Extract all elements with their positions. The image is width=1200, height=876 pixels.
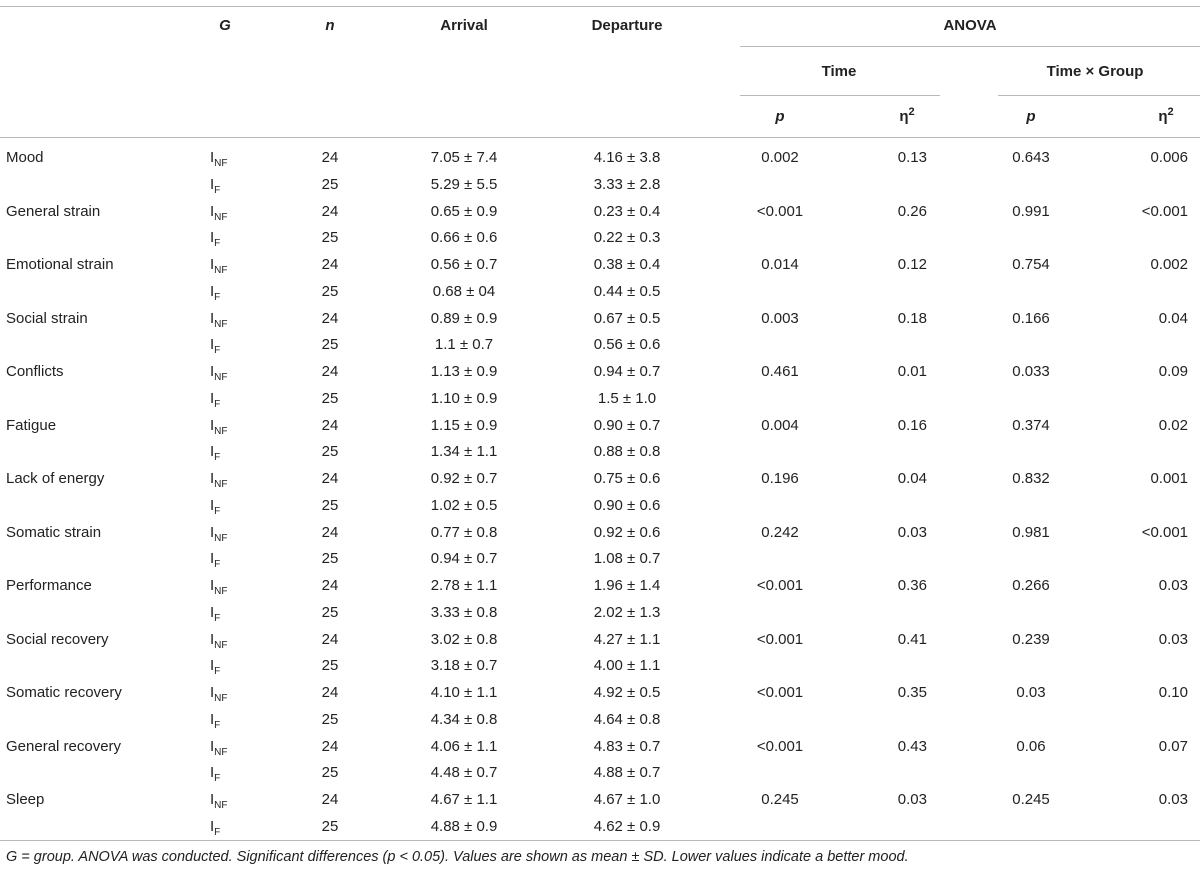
n-cell: 25 xyxy=(321,497,339,514)
time-eta-cell: 0.12 xyxy=(897,256,927,273)
group-subscript: F xyxy=(214,720,221,731)
group-nf-cell xyxy=(210,523,228,543)
group-subscript: NF xyxy=(214,426,228,437)
departure-cell: 0.56 ± 0.6 xyxy=(593,336,661,353)
arrival-cell: 1.10 ± 0.9 xyxy=(430,390,498,407)
group-letter: I xyxy=(210,176,215,193)
departure-cell: 4.27 ± 1.1 xyxy=(593,631,661,648)
group-f-cell xyxy=(210,282,220,302)
group-subscript: F xyxy=(214,559,221,570)
time-p-cell: 0.003 xyxy=(761,310,799,327)
group-subscript: NF xyxy=(214,158,228,169)
tg-eta-cell: 0.03 xyxy=(1158,791,1188,808)
group-letter: I xyxy=(210,336,215,353)
time-p-cell: 0.242 xyxy=(761,524,799,541)
tg-eta-cell: 0.006 xyxy=(1150,149,1188,166)
departure-cell: 4.67 ± 1.0 xyxy=(593,791,661,808)
group-subscript: F xyxy=(214,399,221,410)
group-subscript: F xyxy=(214,452,221,463)
group-letter: I xyxy=(210,657,215,674)
n-cell: 25 xyxy=(321,818,339,835)
tg-eta-cell: 0.07 xyxy=(1158,738,1188,755)
departure-cell: 0.90 ± 0.7 xyxy=(593,417,661,434)
group-f-cell xyxy=(210,763,220,783)
row-label: Lack of energy xyxy=(6,470,105,487)
time-p-cell: <0.001 xyxy=(756,631,804,648)
tg-p-cell: 0.832 xyxy=(1012,470,1050,487)
header-n: n xyxy=(325,17,335,34)
group-letter: I xyxy=(210,577,215,594)
group-letter: I xyxy=(210,310,215,327)
group-f-cell xyxy=(210,228,220,248)
group-letter: I xyxy=(210,390,215,407)
group-letter: I xyxy=(210,764,215,781)
arrival-cell: 0.89 ± 0.9 xyxy=(430,310,498,327)
time-eta-cell: 0.01 xyxy=(897,363,927,380)
departure-cell: 1.5 ± 1.0 xyxy=(597,390,657,407)
arrival-cell: 4.06 ± 1.1 xyxy=(430,738,498,755)
group-f-cell xyxy=(210,389,220,409)
group-letter: I xyxy=(210,631,215,648)
departure-cell: 0.90 ± 0.6 xyxy=(593,497,661,514)
group-subscript: F xyxy=(214,506,221,517)
n-cell: 24 xyxy=(321,149,339,166)
group-letter: I xyxy=(210,684,215,701)
row-label: Emotional strain xyxy=(6,256,114,273)
n-cell: 24 xyxy=(321,524,339,541)
arrival-cell: 4.10 ± 1.1 xyxy=(430,684,498,701)
row-label: Social strain xyxy=(6,310,88,327)
arrival-cell: 4.48 ± 0.7 xyxy=(430,764,498,781)
header-time: Time xyxy=(821,63,857,80)
arrival-cell: 2.78 ± 1.1 xyxy=(430,577,498,594)
n-cell: 25 xyxy=(321,711,339,728)
arrival-cell: 0.94 ± 0.7 xyxy=(430,550,498,567)
time-p-cell: 0.196 xyxy=(761,470,799,487)
time-p-cell: 0.245 xyxy=(761,791,799,808)
time-eta-cell: 0.43 xyxy=(897,738,927,755)
row-label: Fatigue xyxy=(6,417,57,434)
arrival-cell: 7.05 ± 7.4 xyxy=(430,149,498,166)
group-nf-cell xyxy=(210,148,228,168)
group-letter: I xyxy=(210,203,215,220)
group-letter: I xyxy=(210,443,215,460)
header-arrival: Arrival xyxy=(440,17,488,34)
time-eta-cell: 0.16 xyxy=(897,417,927,434)
departure-cell: 0.23 ± 0.4 xyxy=(593,203,661,220)
group-subscript: F xyxy=(214,666,221,677)
n-cell: 25 xyxy=(321,336,339,353)
n-cell: 25 xyxy=(321,390,339,407)
group-f-cell xyxy=(210,335,220,355)
anova-rule xyxy=(740,46,1200,47)
header-group: G xyxy=(219,17,231,34)
row-label: General strain xyxy=(6,203,101,220)
tg-p-cell: 0.991 xyxy=(1012,203,1050,220)
tg-p-cell: 0.166 xyxy=(1012,310,1050,327)
time-eta-cell: 0.26 xyxy=(897,203,927,220)
tg-p-cell: 0.245 xyxy=(1012,791,1050,808)
time-group-rule xyxy=(998,95,1200,96)
arrival-cell: 4.34 ± 0.8 xyxy=(430,711,498,728)
departure-cell: 0.88 ± 0.8 xyxy=(593,443,661,460)
arrival-cell: 0.66 ± 0.6 xyxy=(430,229,498,246)
departure-cell: 0.38 ± 0.4 xyxy=(593,256,661,273)
n-cell: 25 xyxy=(321,443,339,460)
time-eta-cell: 0.13 xyxy=(897,149,927,166)
group-subscript: NF xyxy=(214,640,228,651)
time-eta-cell: 0.41 xyxy=(897,631,927,648)
group-nf-cell xyxy=(210,362,228,382)
n-cell: 25 xyxy=(321,604,339,621)
group-subscript: F xyxy=(214,238,221,249)
time-rule xyxy=(740,95,940,96)
time-p-cell: <0.001 xyxy=(756,577,804,594)
tg-eta-cell: <0.001 xyxy=(1141,203,1188,220)
tg-p-cell: 0.239 xyxy=(1012,631,1050,648)
arrival-cell: 1.34 ± 1.1 xyxy=(430,443,498,460)
arrival-cell: 4.88 ± 0.9 xyxy=(430,818,498,835)
header-time-p: p xyxy=(775,108,785,125)
time-eta-cell: 0.35 xyxy=(897,684,927,701)
group-letter: I xyxy=(210,229,215,246)
group-subscript: NF xyxy=(214,372,228,383)
tg-p-cell: 0.981 xyxy=(1012,524,1050,541)
group-subscript: F xyxy=(214,345,221,356)
row-label: Social recovery xyxy=(6,631,109,648)
time-eta-cell: 0.18 xyxy=(897,310,927,327)
group-nf-cell xyxy=(210,683,228,703)
row-label: Somatic recovery xyxy=(6,684,122,701)
departure-cell: 4.83 ± 0.7 xyxy=(593,738,661,755)
table-bottom-rule xyxy=(0,840,1200,841)
group-letter: I xyxy=(210,256,215,273)
header-time-group: Time × Group xyxy=(1046,63,1144,80)
n-cell: 25 xyxy=(321,550,339,567)
group-letter: I xyxy=(210,363,215,380)
row-label: Conflicts xyxy=(6,363,64,380)
n-cell: 25 xyxy=(321,283,339,300)
departure-cell: 4.88 ± 0.7 xyxy=(593,764,661,781)
n-cell: 24 xyxy=(321,363,339,380)
group-subscript: NF xyxy=(214,212,228,223)
group-letter: I xyxy=(210,470,215,487)
group-letter: I xyxy=(210,417,215,434)
group-f-cell xyxy=(210,603,220,623)
row-label: Performance xyxy=(6,577,92,594)
group-subscript: NF xyxy=(214,479,228,490)
group-nf-cell xyxy=(210,416,228,436)
n-cell: 25 xyxy=(321,657,339,674)
group-f-cell xyxy=(210,175,220,195)
departure-cell: 4.16 ± 3.8 xyxy=(593,149,661,166)
tg-p-cell: 0.033 xyxy=(1012,363,1050,380)
group-f-cell xyxy=(210,817,220,837)
departure-cell: 0.67 ± 0.5 xyxy=(593,310,661,327)
arrival-cell: 3.18 ± 0.7 xyxy=(430,657,498,674)
group-letter: I xyxy=(210,149,215,166)
arrival-cell: 3.33 ± 0.8 xyxy=(430,604,498,621)
departure-cell: 0.75 ± 0.6 xyxy=(593,470,661,487)
header-time-eta: $\eta^2$ xyxy=(899,106,915,125)
group-letter: I xyxy=(210,524,215,541)
tg-p-cell: 0.03 xyxy=(1016,684,1046,701)
departure-cell: 0.22 ± 0.3 xyxy=(593,229,661,246)
arrival-cell: 1.02 ± 0.5 xyxy=(430,497,498,514)
arrival-cell: 5.29 ± 5.5 xyxy=(430,176,498,193)
arrival-cell: 0.77 ± 0.8 xyxy=(430,524,498,541)
group-f-cell xyxy=(210,496,220,516)
top-rule xyxy=(0,6,1200,7)
arrival-cell: 4.67 ± 1.1 xyxy=(430,791,498,808)
n-cell: 25 xyxy=(321,176,339,193)
header-tg-eta: $\eta^2$ xyxy=(1158,106,1174,125)
tg-eta-cell: 0.10 xyxy=(1158,684,1188,701)
tg-eta-cell: 0.001 xyxy=(1150,470,1188,487)
group-subscript: F xyxy=(214,773,221,784)
tg-eta-cell: <0.001 xyxy=(1141,524,1188,541)
departure-cell: 1.08 ± 0.7 xyxy=(593,550,661,567)
time-p-cell: <0.001 xyxy=(756,738,804,755)
departure-cell: 0.94 ± 0.7 xyxy=(593,363,661,380)
group-subscript: NF xyxy=(214,533,228,544)
group-subscript: F xyxy=(214,292,221,303)
n-cell: 24 xyxy=(321,738,339,755)
n-cell: 24 xyxy=(321,791,339,808)
n-cell: 24 xyxy=(321,470,339,487)
row-label: Sleep xyxy=(6,791,45,808)
tg-eta-cell: 0.04 xyxy=(1158,310,1188,327)
arrival-cell: 1.15 ± 0.9 xyxy=(430,417,498,434)
group-letter: I xyxy=(210,604,215,621)
arrival-cell: 1.13 ± 0.9 xyxy=(430,363,498,380)
group-subscript: NF xyxy=(214,586,228,597)
header-tg-p: p xyxy=(1026,108,1036,125)
departure-cell: 1.96 ± 1.4 xyxy=(593,577,661,594)
arrival-cell: 3.02 ± 0.8 xyxy=(430,631,498,648)
tg-eta-cell: 0.002 xyxy=(1150,256,1188,273)
arrival-cell: 0.56 ± 0.7 xyxy=(430,256,498,273)
group-letter: I xyxy=(210,791,215,808)
group-subscript: NF xyxy=(214,265,228,276)
departure-cell: 4.64 ± 0.8 xyxy=(593,711,661,728)
n-cell: 25 xyxy=(321,764,339,781)
time-p-cell: 0.461 xyxy=(761,363,799,380)
group-letter: I xyxy=(210,711,215,728)
tg-eta-cell: 0.03 xyxy=(1158,577,1188,594)
group-f-cell xyxy=(210,442,220,462)
arrival-cell: 0.92 ± 0.7 xyxy=(430,470,498,487)
group-letter: I xyxy=(210,738,215,755)
group-nf-cell xyxy=(210,202,228,222)
group-nf-cell xyxy=(210,255,228,275)
departure-cell: 0.92 ± 0.6 xyxy=(593,524,661,541)
group-nf-cell xyxy=(210,737,228,757)
tg-p-cell: 0.643 xyxy=(1012,149,1050,166)
departure-cell: 4.62 ± 0.9 xyxy=(593,818,661,835)
departure-cell: 4.00 ± 1.1 xyxy=(593,657,661,674)
tg-eta-cell: 0.09 xyxy=(1158,363,1188,380)
group-subscript: NF xyxy=(214,693,228,704)
n-cell: 25 xyxy=(321,229,339,246)
table-footnote: G = group. ANOVA was conducted. Significant differences (p < 0.05). Values are shown as mean ± SD. Lower values indicate a better mood. xyxy=(6,849,909,865)
arrival-cell: 1.1 ± 0.7 xyxy=(434,336,494,353)
group-nf-cell xyxy=(210,790,228,810)
time-p-cell: 0.014 xyxy=(761,256,799,273)
group-nf-cell xyxy=(210,576,228,596)
n-cell: 24 xyxy=(321,203,339,220)
arrival-cell: 0.68 ± 04 xyxy=(432,283,496,300)
header-bottom-rule xyxy=(0,137,1200,138)
tg-p-cell: 0.06 xyxy=(1016,738,1046,755)
tg-eta-cell: 0.02 xyxy=(1158,417,1188,434)
n-cell: 24 xyxy=(321,684,339,701)
group-nf-cell xyxy=(210,469,228,489)
tg-p-cell: 0.374 xyxy=(1012,417,1050,434)
departure-cell: 0.44 ± 0.5 xyxy=(593,283,661,300)
time-p-cell: <0.001 xyxy=(756,203,804,220)
group-f-cell xyxy=(210,549,220,569)
row-label: Mood xyxy=(6,149,44,166)
time-eta-cell: 0.36 xyxy=(897,577,927,594)
group-subscript: F xyxy=(214,185,221,196)
time-p-cell: 0.002 xyxy=(761,149,799,166)
row-label: General recovery xyxy=(6,738,122,755)
n-cell: 24 xyxy=(321,256,339,273)
time-eta-cell: 0.03 xyxy=(897,524,927,541)
tg-p-cell: 0.754 xyxy=(1012,256,1050,273)
group-nf-cell xyxy=(210,630,228,650)
n-cell: 24 xyxy=(321,577,339,594)
group-subscript: NF xyxy=(214,747,228,758)
group-f-cell xyxy=(210,656,220,676)
group-letter: I xyxy=(210,550,215,567)
group-letter: I xyxy=(210,818,215,835)
group-subscript: NF xyxy=(214,319,228,330)
group-letter: I xyxy=(210,283,215,300)
time-eta-cell: 0.03 xyxy=(897,791,927,808)
tg-eta-cell: 0.03 xyxy=(1158,631,1188,648)
arrival-cell: 0.65 ± 0.9 xyxy=(430,203,498,220)
time-p-cell: 0.004 xyxy=(761,417,799,434)
departure-cell: 2.02 ± 1.3 xyxy=(593,604,661,621)
group-letter: I xyxy=(210,497,215,514)
group-subscript: F xyxy=(214,613,221,624)
row-label: Somatic strain xyxy=(6,524,102,541)
group-f-cell xyxy=(210,710,220,730)
tg-p-cell: 0.266 xyxy=(1012,577,1050,594)
time-p-cell: <0.001 xyxy=(756,684,804,701)
departure-cell: 4.92 ± 0.5 xyxy=(593,684,661,701)
header-departure: Departure xyxy=(591,17,663,34)
n-cell: 24 xyxy=(321,417,339,434)
group-subscript: NF xyxy=(214,800,228,811)
n-cell: 24 xyxy=(321,310,339,327)
header-anova: ANOVA xyxy=(943,17,997,34)
departure-cell: 3.33 ± 2.8 xyxy=(593,176,661,193)
time-eta-cell: 0.04 xyxy=(897,470,927,487)
n-cell: 24 xyxy=(321,631,339,648)
group-subscript: F xyxy=(214,827,221,838)
group-nf-cell xyxy=(210,309,228,329)
